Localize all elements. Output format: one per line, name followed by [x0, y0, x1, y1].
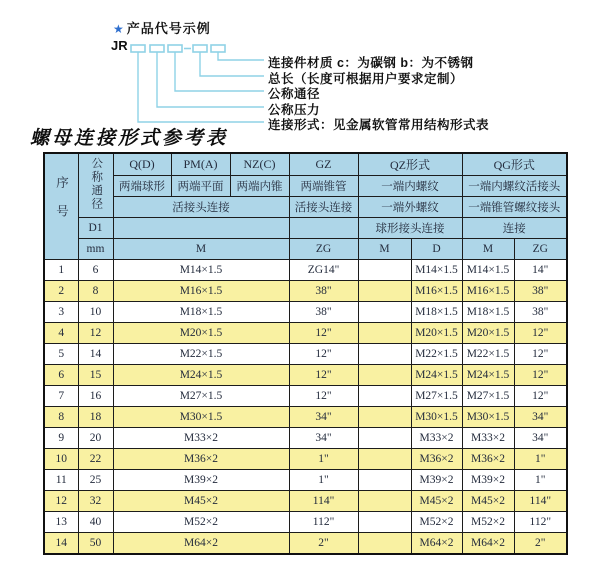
- cell-dn: 10: [78, 302, 113, 323]
- cell-gz-zg: 12": [289, 365, 358, 386]
- header-desc-gz: 两端锥管: [289, 176, 358, 197]
- cell-qz-d: M64×2: [411, 533, 462, 554]
- cell-seq: 7: [44, 386, 78, 407]
- cell-qz-m: [358, 260, 411, 281]
- table-row: [44, 512, 567, 533]
- cell-qg-zg: 12": [514, 344, 567, 365]
- star-icon: ★: [113, 22, 125, 36]
- header-group-qg: QG形式: [462, 153, 567, 176]
- header-blank-left: [113, 218, 289, 239]
- cell-gz-zg: 12": [289, 323, 358, 344]
- cell-gz-zg: 1": [289, 449, 358, 470]
- cell-qg-zg: 12": [514, 323, 567, 344]
- cell-m: M52×2: [113, 512, 289, 533]
- code-box-2: [150, 45, 164, 52]
- header-desc-nzc: 两端内锥: [230, 176, 289, 197]
- cell-qg-m: M20×1.5: [462, 323, 514, 344]
- header-unit-qz-d: D: [411, 239, 462, 260]
- cell-dn: 32: [78, 491, 113, 512]
- cell-qg-m: M22×1.5: [462, 344, 514, 365]
- code-label-pressure: 公称压力: [268, 103, 321, 117]
- cell-qg-m: M14×1.5: [462, 260, 514, 281]
- cell-m: M14×1.5: [113, 260, 289, 281]
- cell-gz-zg: 12": [289, 386, 358, 407]
- header-unit-mm: mm: [78, 239, 113, 260]
- header-seq: 序号: [44, 153, 78, 260]
- table-row: [44, 449, 567, 470]
- code-box-1: [131, 45, 145, 52]
- table-row: [44, 533, 567, 554]
- code-box-3: [168, 45, 182, 52]
- cell-qz-d: M30×1.5: [411, 407, 462, 428]
- cell-seq: 2: [44, 281, 78, 302]
- header-unit-qz-m: M: [358, 239, 411, 260]
- cell-m: M27×1.5: [113, 386, 289, 407]
- cell-seq: 5: [44, 344, 78, 365]
- cell-gz-zg: 34": [289, 428, 358, 449]
- cell-qg-m: M39×2: [462, 470, 514, 491]
- cell-seq: 9: [44, 428, 78, 449]
- cell-gz-zg: 114": [289, 491, 358, 512]
- cell-seq: 14: [44, 533, 78, 554]
- cell-qz-d: M27×1.5: [411, 386, 462, 407]
- header-conn-left: 活接头连接: [113, 197, 289, 218]
- nut-connection-table: [43, 152, 568, 555]
- cell-qg-m: M16×1.5: [462, 281, 514, 302]
- cell-m: M20×1.5: [113, 323, 289, 344]
- cell-m: M30×1.5: [113, 407, 289, 428]
- cell-m: M22×1.5: [113, 344, 289, 365]
- cell-qg-zg: 34": [514, 428, 567, 449]
- code-label-length: 总长（长度可根据用户要求定制）: [268, 72, 464, 86]
- table-row: [44, 491, 567, 512]
- cell-qz-m: [358, 428, 411, 449]
- cell-qg-zg: 1": [514, 470, 567, 491]
- cell-seq: 3: [44, 302, 78, 323]
- code-prefix: JR: [111, 38, 128, 53]
- header-conn2-qz: 球形接头连接: [358, 218, 462, 239]
- header-group-qd: Q(D): [113, 153, 171, 176]
- cell-qg-zg: 14": [514, 260, 567, 281]
- diagram-heading-text: 产品代号示例: [126, 21, 211, 36]
- cell-qz-m: [358, 302, 411, 323]
- cell-qz-d: M24×1.5: [411, 365, 462, 386]
- cell-seq: 8: [44, 407, 78, 428]
- cell-m: M45×2: [113, 491, 289, 512]
- header-group-qz: QZ形式: [358, 153, 462, 176]
- header-desc-qz: 一端内螺纹: [358, 176, 462, 197]
- cell-gz-zg: 1": [289, 470, 358, 491]
- header-conn-qg: 一端锥管螺纹接头: [462, 197, 567, 218]
- cell-qg-m: M36×2: [462, 449, 514, 470]
- header-conn2-qg: 连接: [462, 218, 567, 239]
- header-group-nzc: NZ(C): [230, 153, 289, 176]
- cell-gz-zg: 38": [289, 281, 358, 302]
- cell-qz-m: [358, 344, 411, 365]
- cell-dn: 50: [78, 533, 113, 554]
- table-row: [44, 260, 567, 281]
- header-unit-qg-m: M: [462, 239, 514, 260]
- table-row: [44, 281, 567, 302]
- cell-gz-zg: 38": [289, 302, 358, 323]
- cell-qz-m: [358, 533, 411, 554]
- cell-m: M24×1.5: [113, 365, 289, 386]
- cell-m: M33×2: [113, 428, 289, 449]
- table-row: [44, 344, 567, 365]
- header-desc-pma: 两端平面: [171, 176, 230, 197]
- cell-dn: 20: [78, 428, 113, 449]
- cell-qz-m: [358, 281, 411, 302]
- cell-qz-d: M14×1.5: [411, 260, 462, 281]
- cell-seq: 11: [44, 470, 78, 491]
- cell-seq: 10: [44, 449, 78, 470]
- cell-qz-m: [358, 491, 411, 512]
- cell-qz-d: M16×1.5: [411, 281, 462, 302]
- header-unit-qg-zg: ZG: [514, 239, 567, 260]
- cell-dn: 15: [78, 365, 113, 386]
- header-blank-gz: [289, 218, 358, 239]
- cell-m: M16×1.5: [113, 281, 289, 302]
- cell-qz-m: [358, 386, 411, 407]
- cell-qz-d: M39×2: [411, 470, 462, 491]
- header-desc-qg: 一端内螺纹活接头: [462, 176, 567, 197]
- cell-m: M64×2: [113, 533, 289, 554]
- cell-dn: 6: [78, 260, 113, 281]
- cell-gz-zg: 34": [289, 407, 358, 428]
- cell-dn: 40: [78, 512, 113, 533]
- header-group-pma: PM(A): [171, 153, 230, 176]
- cell-qg-m: M64×2: [462, 533, 514, 554]
- table-body: [44, 260, 567, 554]
- table-row: [44, 365, 567, 386]
- cell-qg-zg: 12": [514, 365, 567, 386]
- cell-dn: 18: [78, 407, 113, 428]
- table-row: [44, 323, 567, 344]
- cell-dn: 12: [78, 323, 113, 344]
- cell-qg-zg: 38": [514, 302, 567, 323]
- cell-qg-zg: 34": [514, 407, 567, 428]
- cell-qz-d: M36×2: [411, 449, 462, 470]
- table-row: [44, 428, 567, 449]
- cell-qg-zg: 12": [514, 386, 567, 407]
- cell-qz-m: [358, 323, 411, 344]
- header-conn-gz: 活接头连接: [289, 197, 358, 218]
- cell-dn: 8: [78, 281, 113, 302]
- cell-seq: 4: [44, 323, 78, 344]
- cell-qz-m: [358, 449, 411, 470]
- cell-qz-d: M18×1.5: [411, 302, 462, 323]
- code-box-5: [211, 45, 225, 52]
- cell-qz-m: [358, 365, 411, 386]
- cell-qz-m: [358, 512, 411, 533]
- header-desc-qd: 两端球形: [113, 176, 171, 197]
- code-box-4: [193, 45, 207, 52]
- cell-qg-m: M45×2: [462, 491, 514, 512]
- cell-gz-zg: ZG14": [289, 260, 358, 281]
- cell-qg-m: M52×2: [462, 512, 514, 533]
- table-row: [44, 386, 567, 407]
- cell-seq: 1: [44, 260, 78, 281]
- cell-qz-d: M22×1.5: [411, 344, 462, 365]
- cell-qg-zg: 1": [514, 449, 567, 470]
- cell-qg-zg: 38": [514, 281, 567, 302]
- cell-qg-m: M30×1.5: [462, 407, 514, 428]
- cell-dn: 14: [78, 344, 113, 365]
- diagram-heading: [113, 18, 211, 37]
- cell-dn: 25: [78, 470, 113, 491]
- cell-qg-m: M33×2: [462, 428, 514, 449]
- table-row: [44, 302, 567, 323]
- cell-qg-m: M24×1.5: [462, 365, 514, 386]
- cell-dn: 16: [78, 386, 113, 407]
- header-conn-qz: 一端外螺纹: [358, 197, 462, 218]
- header-unit-m: M: [113, 239, 289, 260]
- cell-m: M39×2: [113, 470, 289, 491]
- cell-seq: 12: [44, 491, 78, 512]
- cell-m: M36×2: [113, 449, 289, 470]
- cell-qz-d: M52×2: [411, 512, 462, 533]
- cell-qg-zg: 112": [514, 512, 567, 533]
- header-group-gz: GZ: [289, 153, 358, 176]
- cell-dn: 22: [78, 449, 113, 470]
- cell-qz-m: [358, 407, 411, 428]
- cell-qz-d: M33×2: [411, 428, 462, 449]
- cell-gz-zg: 12": [289, 344, 358, 365]
- cell-gz-zg: 112": [289, 512, 358, 533]
- table-title: 螺母连接形式参考表: [30, 127, 229, 149]
- header-d1: D1: [78, 218, 113, 239]
- code-label-material: 连接件材质 c：为碳钢 b：为不锈钢: [268, 56, 474, 70]
- code-label-diameter: 公称通径: [268, 87, 321, 101]
- cell-qz-d: M20×1.5: [411, 323, 462, 344]
- table-row: [44, 470, 567, 491]
- cell-seq: 6: [44, 365, 78, 386]
- header-unit-gz-zg: ZG: [289, 239, 358, 260]
- cell-qz-m: [358, 470, 411, 491]
- table-row: [44, 407, 567, 428]
- header-dn: 公称通径: [78, 153, 113, 218]
- cell-qg-m: M27×1.5: [462, 386, 514, 407]
- cell-qg-zg: 2": [514, 533, 567, 554]
- cell-seq: 13: [44, 512, 78, 533]
- code-label-connection: 连接形式：见金属软管常用结构形式表: [268, 118, 490, 132]
- cell-qg-zg: 114": [514, 491, 567, 512]
- cell-gz-zg: 2": [289, 533, 358, 554]
- cell-qz-d: M45×2: [411, 491, 462, 512]
- cell-qg-m: M18×1.5: [462, 302, 514, 323]
- cell-m: M18×1.5: [113, 302, 289, 323]
